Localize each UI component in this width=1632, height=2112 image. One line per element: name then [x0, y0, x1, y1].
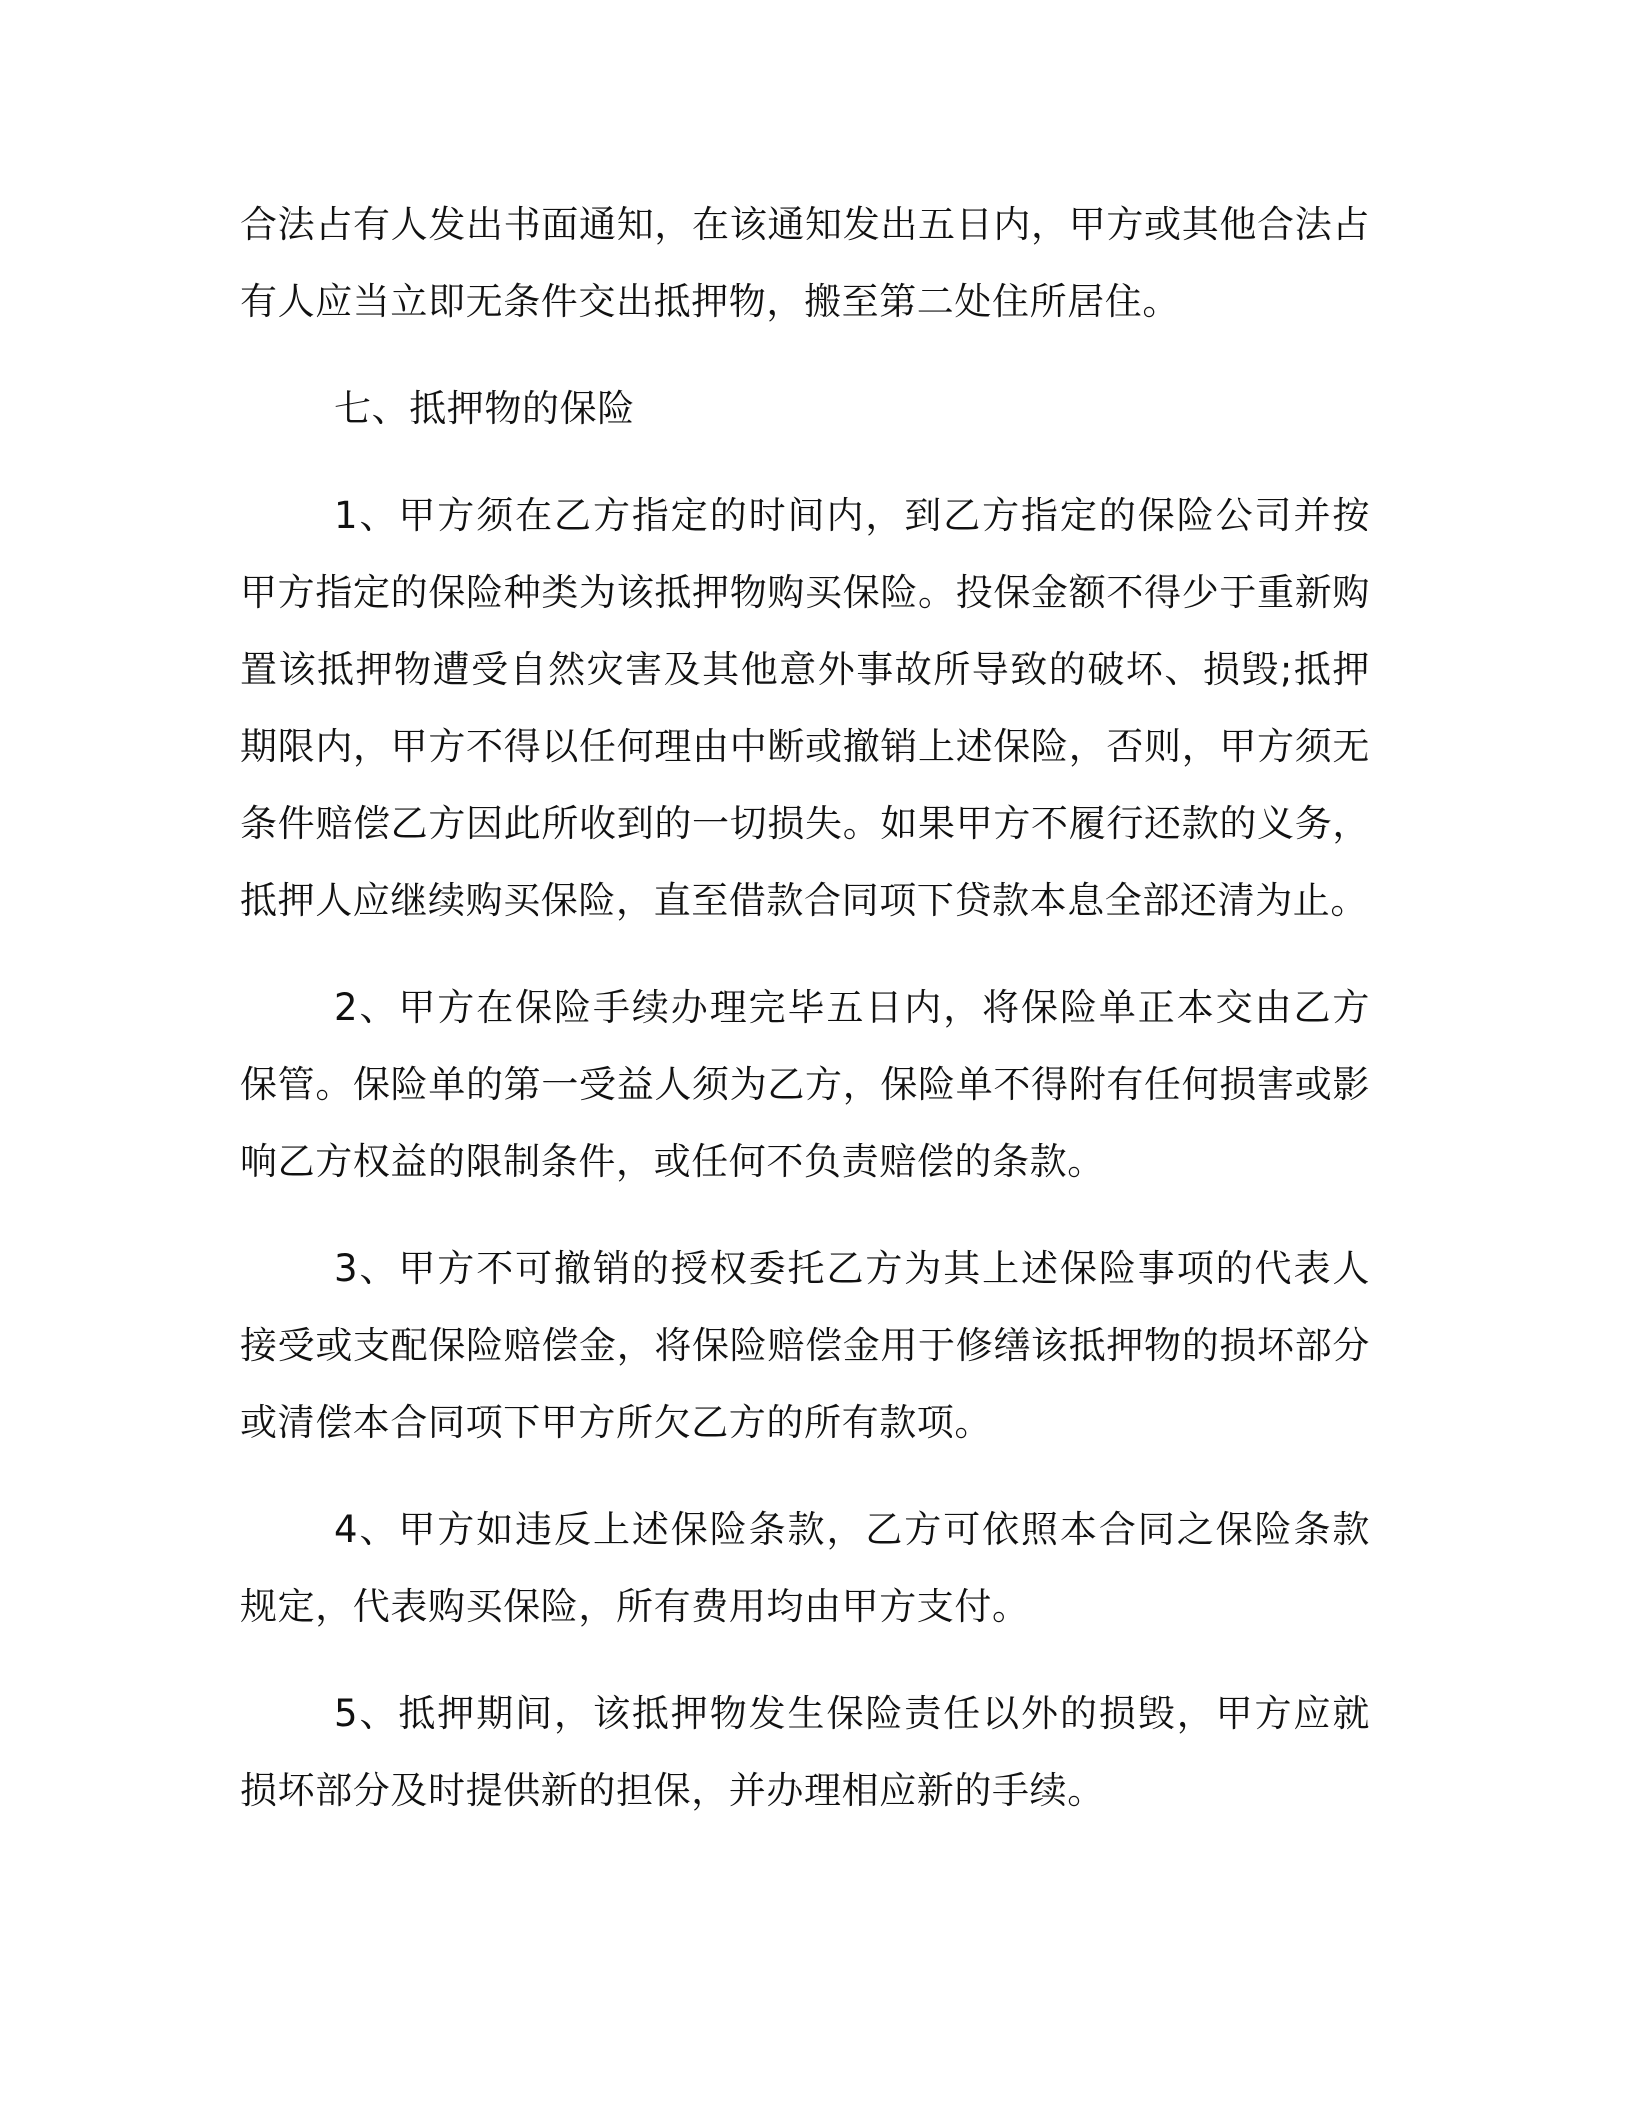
clause-1: 1、甲方须在乙方指定的时间内，到乙方指定的保险公司并按甲方指定的保险种类为该抵押物购买保险。投保金额不得少于重新购置该抵押物遭受自然灾害及其他意外事故所导致的破坏、损毁;抵押期限内，甲方不得以任何理由中断或撤销上述保险，否则，甲方须无条件赔偿乙方因此所收到的一切损失。如果甲方不履行还款的义务，抵押人应继续购买保险，直至借款合同项下贷款本息全部还清为止。: [240, 494, 1370, 922]
clause-2: 2、甲方在保险手续办理完毕五日内，将保险单正本交由乙方保管。保险单的第一受益人须为乙方，保险单不得附有任何损害或影响乙方权益的限制条件，或任何不负责赔偿的条款。: [240, 986, 1370, 1183]
clause-3: 3、甲方不可撤销的授权委托乙方为其上述保险事项的代表人接受或支配保险赔偿金，将保险赔偿金用于修缮该抵押物的损坏部分或清偿本合同项下甲方所欠乙方的所有款项。: [240, 1247, 1370, 1444]
section-heading: 七、抵押物的保险: [334, 387, 635, 430]
clause-5: 5、抵押期间，该抵押物发生保险责任以外的损毁，甲方应就损坏部分及时提供新的担保，并办理相应新的手续。: [240, 1692, 1370, 1812]
document-page: [240, 186, 1370, 1829]
clause-4: 4、甲方如违反上述保险条款，乙方可依照本合同之保险条款规定，代表购买保险，所有费用均由甲方支付。: [240, 1508, 1370, 1628]
paragraph-continuation: 合法占有人发出书面通知，在该通知发出五日内，甲方或其他合法占有人应当立即无条件交出抵押物，搬至第二处住所居住。: [240, 203, 1370, 323]
